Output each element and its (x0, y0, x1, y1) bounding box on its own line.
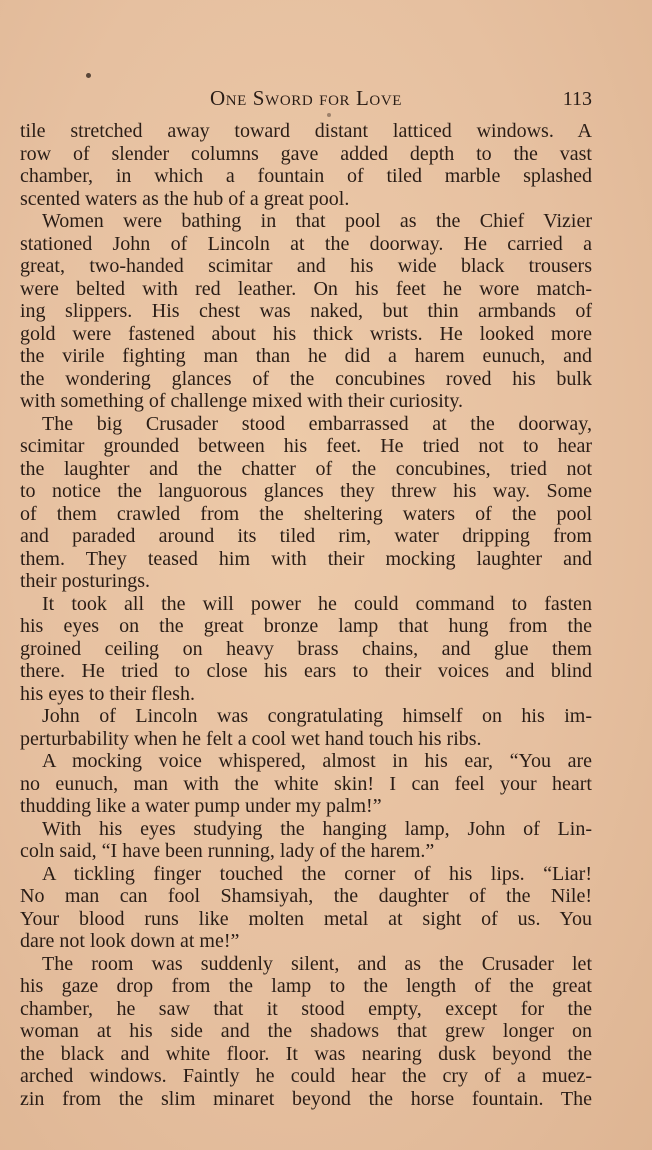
text-line: row of slender columns gave added depth to the vast (20, 142, 592, 165)
text-line: with something of challenge mixed with their curiosity. (20, 390, 464, 412)
text-line: John of Lincoln was congratulating himself on his im- (42, 705, 592, 727)
text-line: tile stretched away toward distant latticed windows. A (20, 120, 592, 142)
text-line: woman at his side and the shadows that grew longer on (20, 1020, 592, 1042)
text-line: stationed John of Lincoln at the doorway. He carried a (20, 232, 592, 255)
text-line: the black and white floor. It was nearing dusk beyond the (20, 1042, 592, 1065)
text-line: gold were fastened about his thick wrists. He looked more (20, 322, 592, 345)
text-line: dare not look down at me!” (20, 930, 240, 952)
text-line: scented waters as the hub of a great pool. (20, 187, 350, 210)
text-line: the laughter and the chatter of the concubines, tried not (20, 457, 592, 480)
text-line: thudding like a water pump under my palm!” (20, 795, 382, 817)
text-line: were belted with red leather. On his feet he wore match- (20, 277, 592, 300)
text-line: perturbability when he felt a cool wet hand touch his ribs. (20, 727, 482, 750)
text-line: chamber, in which a fountain of tiled marble splashed (20, 165, 592, 187)
text-line: A tickling finger touched the corner of his lips. “Liar! (42, 862, 592, 885)
text-line: The big Crusader stood embarrassed at the doorway, (42, 412, 592, 435)
text-line: and paraded around its tiled rim, water dripping from (20, 525, 592, 547)
text-line: them. They teased him with their mocking laughter and (20, 547, 592, 570)
text-line: arched windows. Faintly he could hear the cry of a muez- (20, 1065, 592, 1087)
text-line: the virile fighting man than he did a harem eunuch, and (20, 345, 592, 367)
text-line: The room was suddenly silent, and as the Crusader let (42, 952, 592, 975)
text-line: no eunuch, man with the white skin! I can feel your heart (20, 772, 592, 795)
text-line: of them crawled from the sheltering waters of the pool (20, 502, 592, 525)
page-number: 113 (562, 88, 592, 110)
body-text (20, 120, 592, 1110)
text-line: his eyes on the great bronze lamp that hung from the (20, 615, 592, 637)
text-line: his eyes to their flesh. (20, 682, 195, 705)
text-line: his gaze drop from the lamp to the length of the great (20, 975, 592, 997)
text-line: ing slippers. His chest was naked, but thin armbands of (20, 300, 592, 322)
text-line: chamber, he saw that it stood empty, except for the (20, 997, 592, 1020)
text-line: With his eyes studying the hanging lamp, John of Lin- (42, 817, 592, 840)
text-line: It took all the will power he could command to fasten (42, 592, 592, 615)
text-line: A mocking voice whispered, almost in his ear, “You are (42, 750, 592, 772)
text-line: to notice the languorous glances they threw his way. Some (20, 480, 592, 502)
text-line: coln said, “I have been running, lady of the harem.” (20, 840, 435, 862)
text-line: Women were bathing in that pool as the Chief Vizier (42, 210, 592, 232)
text-line: the wondering glances of the concubines roved his bulk (20, 367, 592, 390)
text-line: scimitar grounded between his feet. He tried not to hear (20, 435, 592, 457)
page-header (20, 86, 592, 116)
text-line: there. He tried to close his ears to their voices and blind (20, 660, 592, 682)
text-line: Your blood runs like molten metal at sight of us. You (20, 907, 592, 930)
text-line: great, two-handed scimitar and his wide black trousers (20, 255, 592, 277)
text-line: groined ceiling on heavy brass chains, and glue them (20, 637, 592, 660)
text-line: their posturings. (20, 570, 150, 592)
ink-speck (86, 73, 91, 78)
running-head: One Sword for Love (209, 86, 403, 110)
text-line: No man can fool Shamsiyah, the daughter of the Nile! (20, 885, 592, 907)
text-line: zin from the slim minaret beyond the horse fountain. The (20, 1087, 592, 1110)
